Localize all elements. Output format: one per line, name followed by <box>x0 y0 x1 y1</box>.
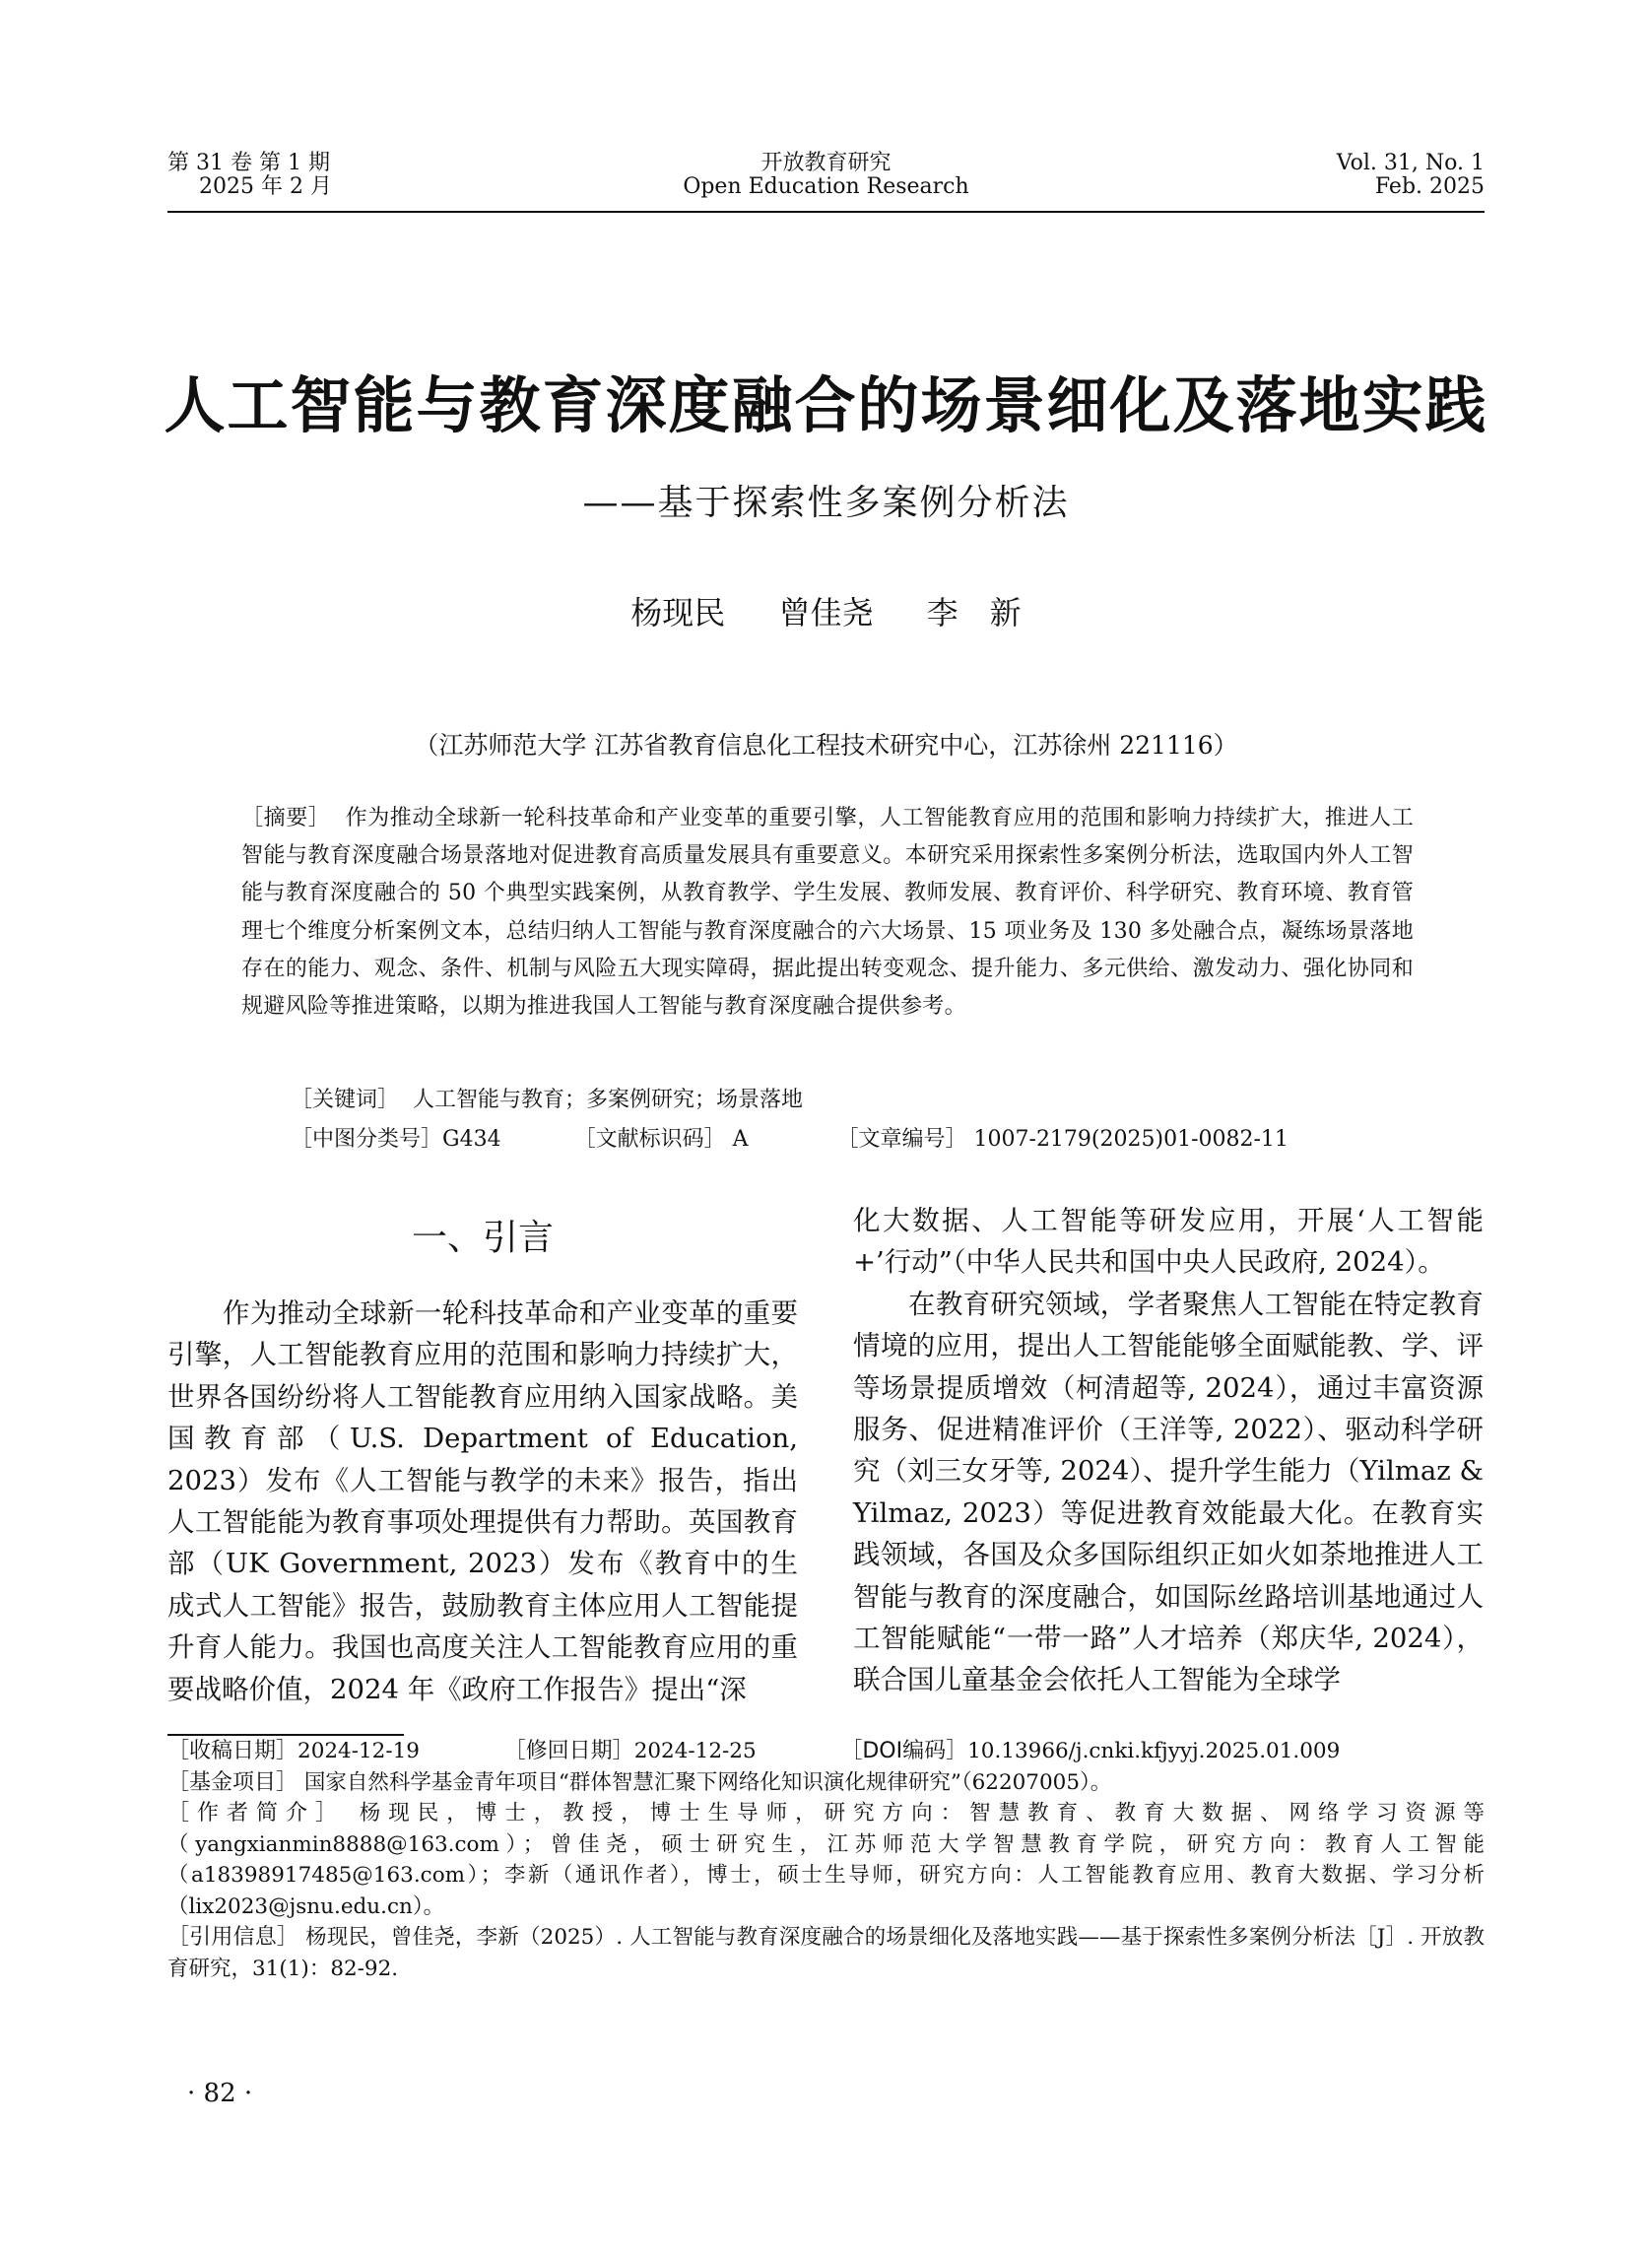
citation-label: ［引用信息］ <box>167 1925 299 1950</box>
fund-text: 国家自然科学基金青年项目“群体智慧汇聚下网络化知识演化规律研究”（62207005）。 <box>303 1769 1112 1795</box>
doi-label: ［DOI编码］ <box>840 1739 968 1763</box>
body-paragraph: 化大数据、人工智能等研发应用，开展‘人工智能+’行动”（中华人民共和国中央人民政府, 2024）。 <box>853 1205 1484 1279</box>
body-right-column <box>853 1200 1484 1701</box>
revised-value: 2024-12-25 <box>633 1739 757 1763</box>
date-en: Feb. 2025 <box>1374 174 1485 199</box>
volume-issue-en: Vol. 31, No. 1 <box>1336 151 1485 175</box>
clc-value: G434 <box>442 1127 501 1152</box>
received-label: ［收稿日期］ <box>167 1739 298 1763</box>
header-rule <box>167 211 1485 213</box>
footnote-author <box>167 1798 1485 1922</box>
keywords-text: 人工智能与教育；多案例研究；场景落地 <box>413 1088 804 1112</box>
volume-issue-cn: 第 31 卷 第 1 期 <box>167 151 330 175</box>
author-name: 曾佳尧 <box>778 594 874 631</box>
author-bio-label: ［作者简介］ <box>167 1801 345 1826</box>
header-right <box>1337 152 1485 199</box>
body-paragraph: 在教育研究领域，学者聚焦人工智能在特定教育情境的应用，提出人工智能能够全面赋能教、学、评等场景提质增效（柯清超等, 2024），通过丰富资源服务、促进精准评价（王洋等, 2022）、驱动科学研究（刘三女牙等, 2024）、提升学生能力（Yilmaz & Yilmaz, 2023）等促进教育效能最大化。在教育实践领域，各国及众多国际组织正如火如荼地推进人工智能与教育的深度融合，如国际丝路培训基地通过人工智能赋能“一带一路”人才培养（郑庆华, 2024），联合国儿童基金会依托人工智能为全球学 <box>853 1288 1484 1696</box>
footnote-citation <box>167 1922 1485 1984</box>
body-left-column: 作为推动全球新一轮科技革命和产业变革的重要引擎，人工智能教育应用的范围和影响力持续扩大，世界各国纷纷将人工智能教育应用纳入国家战略。美国教育部（U.S. Department of Education, 2023）发布《人工智能与教学的未来》报告，指出人工智能能为教育事项处理提供有力帮助。英国教育部（UK Government, 2023）发布《教育中的生成式人工智能》报告，鼓励教育主体应用人工智能提升育人能力。我国也高度关注人工智能教育应用的重要战略价值，2024 年《政府工作报告》提出“深 <box>167 1297 798 1705</box>
abstract-text: 作为推动全球新一轮科技革命和产业变革的重要引擎，人工智能教育应用的范围和影响力持续扩大，推进人工智能与教育深度融合场景落地对促进教育高质量发展具有重要意义。本研究采用探索性多案例分析法，选取国内外人工智能与教育深度融合的 50 个典型实践案例，从教育教学、学生发展、教师发展、教育评价、科学研究、教育环境、教育管理七个维度分析案例文本，总结归纳人工智能与教育深度融合的六大场景、15 项业务及 130 多处融合点，凝练场景落地存在的能力、观念、条件、机制与风险五大现实障碍，据此提出转变观念、提升能力、多元供给、激发动力、强化协同和规避风险等推进策略，以期为推进我国人工智能与教育深度融合提供参考。 <box>241 806 1415 1020</box>
doc-code-value: A <box>732 1127 749 1152</box>
author-name: 杨现民 <box>630 594 726 631</box>
received-value: 2024-12-19 <box>297 1739 420 1763</box>
journal-name-cn: 开放教育研究 <box>760 151 892 175</box>
journal-name-en: Open Education Research <box>683 174 969 199</box>
citation-text: 杨现民，曾佳尧，李新（2025）. 人工智能与教育深度融合的场景细化及落地实践——基于探索性多案例分析法［J］. 开放教育研究，31(1)：82-92. <box>167 1925 1485 1981</box>
article-number-label: ［文章编号］ <box>836 1127 967 1152</box>
article-number-value: 1007-2179(2025)01-0082-11 <box>973 1127 1289 1152</box>
date-cn: 2025 年 2 月 <box>199 174 332 199</box>
author-bio-text: 杨现民，博士，教授，博士生导师，研究方向：智慧教育、教育大数据、网络学习资源等（yangxianmin8888@163.com）；曾佳尧，硕士研究生，江苏师范大学智慧教育学院，研究方向：教育人工智能（a18398917485@163.com）；李新（通讯作者），博士，硕士生导师，研究方向：人工智能教育应用、教育大数据、学习分析（lix2023@jsnu.edu.cn）。 <box>167 1801 1485 1919</box>
affiliation: （江苏师范大学 江苏省教育信息化工程技术研究中心，江苏徐州 221116） <box>414 731 1238 760</box>
fund-label: ［基金项目］ <box>167 1769 298 1795</box>
doc-code-label: ［文献标识码］ <box>573 1127 726 1152</box>
article-subtitle: ——基于探索性多案例分析法 <box>582 483 1070 523</box>
footnote-dates <box>167 1736 1485 1767</box>
author-name: 李 新 <box>926 594 1022 631</box>
abstract-label: ［摘要］ <box>241 806 331 830</box>
page-number: · 82 · <box>187 2079 253 2108</box>
clc-label: ［中图分类号］ <box>291 1127 443 1152</box>
author-list <box>0 591 1652 634</box>
keywords <box>291 1084 803 1117</box>
keywords-label: ［关键词］ <box>291 1088 400 1112</box>
abstract <box>241 800 1414 1026</box>
doi-value: 10.13966/j.cnki.kfjyyj.2025.01.009 <box>967 1739 1341 1763</box>
footnotes <box>167 1736 1485 1984</box>
article-title: 人工智能与教育深度融合的场景细化及落地实践 <box>164 369 1488 441</box>
revised-label: ［修回日期］ <box>503 1739 634 1763</box>
classification-row <box>291 1123 1289 1157</box>
footnote-fund <box>167 1767 1485 1799</box>
section-heading: 一、引言 <box>411 1218 554 1258</box>
